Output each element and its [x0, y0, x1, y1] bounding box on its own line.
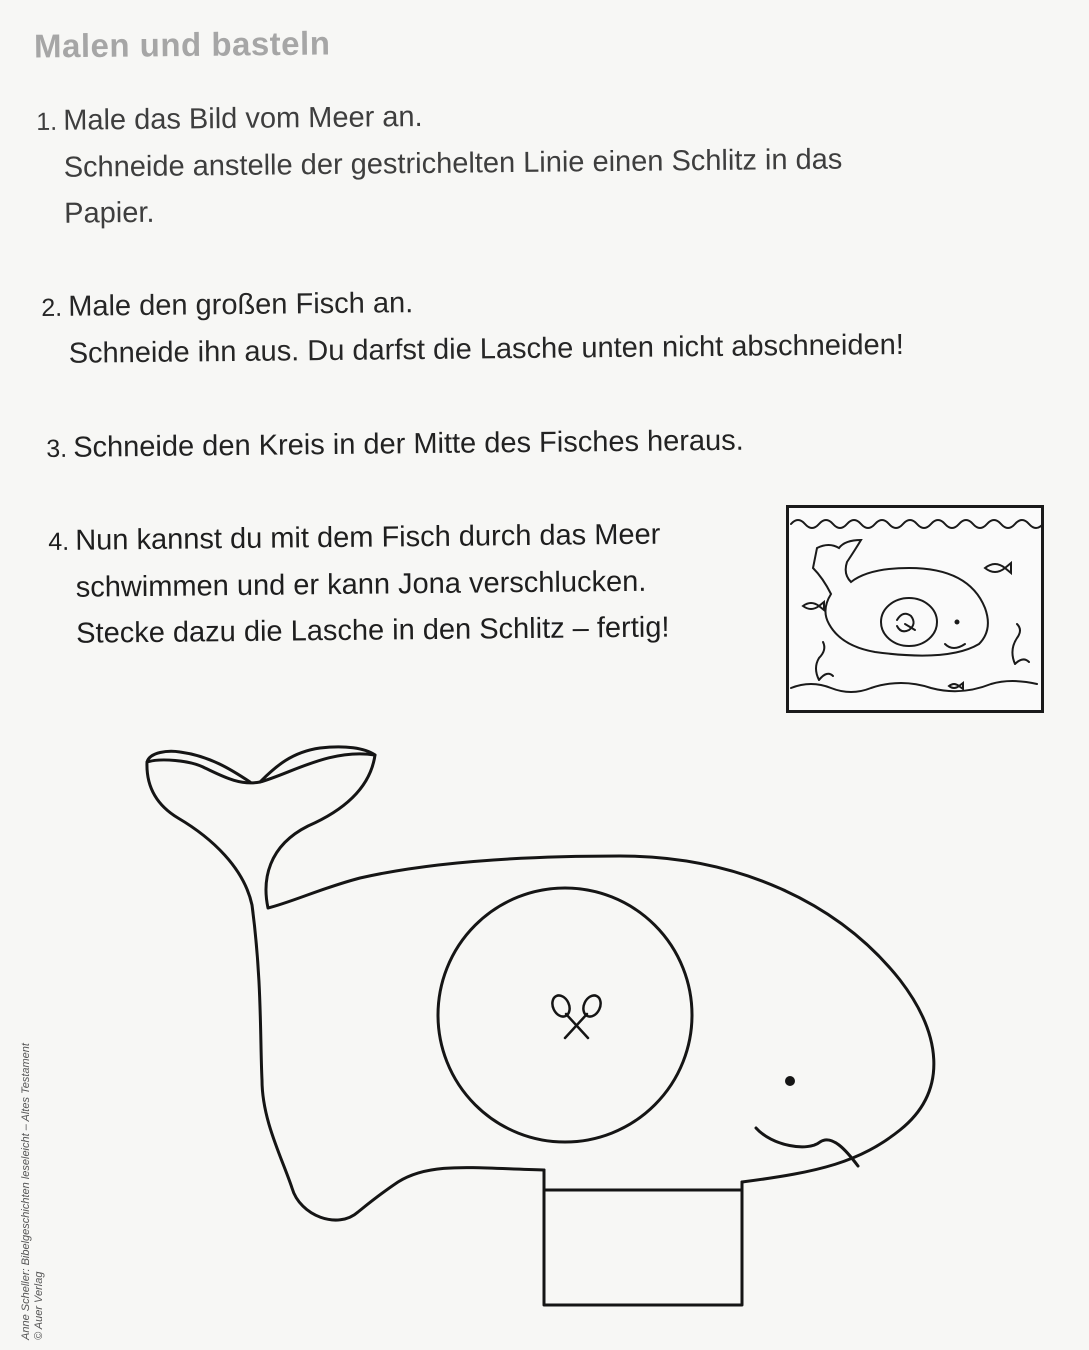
step-line: Schneide ihn aus. Du darfst die Lasche unten nicht abschneiden! — [68, 328, 904, 370]
step-line: Papier. — [64, 196, 155, 230]
step-number: 1. — [36, 107, 58, 136]
credit-line: Anne Scheller: Bibelgeschichten leseleicht – Altes Testament — [20, 1043, 32, 1340]
page-title: Malen und basteln — [33, 24, 331, 65]
step-line: Nun kannst du mit dem Fisch durch das Meer — [75, 518, 661, 557]
scissors-icon — [549, 993, 604, 1038]
step-line: Schneide anstelle der gestrichelten Linie einen Schlitz in das — [63, 143, 843, 184]
publisher-credit — [20, 1043, 46, 1340]
step-number: 2. — [41, 293, 63, 322]
credit-line: © Auer Verlag — [33, 1271, 45, 1340]
step-line: Male den großen Fisch an. — [68, 287, 414, 323]
step-line: Stecke dazu die Lasche in den Schlitz – fertig! — [76, 611, 670, 650]
step-line: Male das Bild vom Meer an. — [63, 100, 423, 137]
step-number: 4. — [48, 527, 70, 556]
step-number: 3. — [46, 434, 68, 463]
big-whale-outline — [147, 754, 934, 1220]
step-line: schwimmen und er kann Jona verschlucken. — [75, 565, 647, 604]
whale-eye — [787, 1078, 794, 1085]
step-line: Schneide den Kreis in der Mitte des Fisches heraus. — [73, 424, 744, 464]
